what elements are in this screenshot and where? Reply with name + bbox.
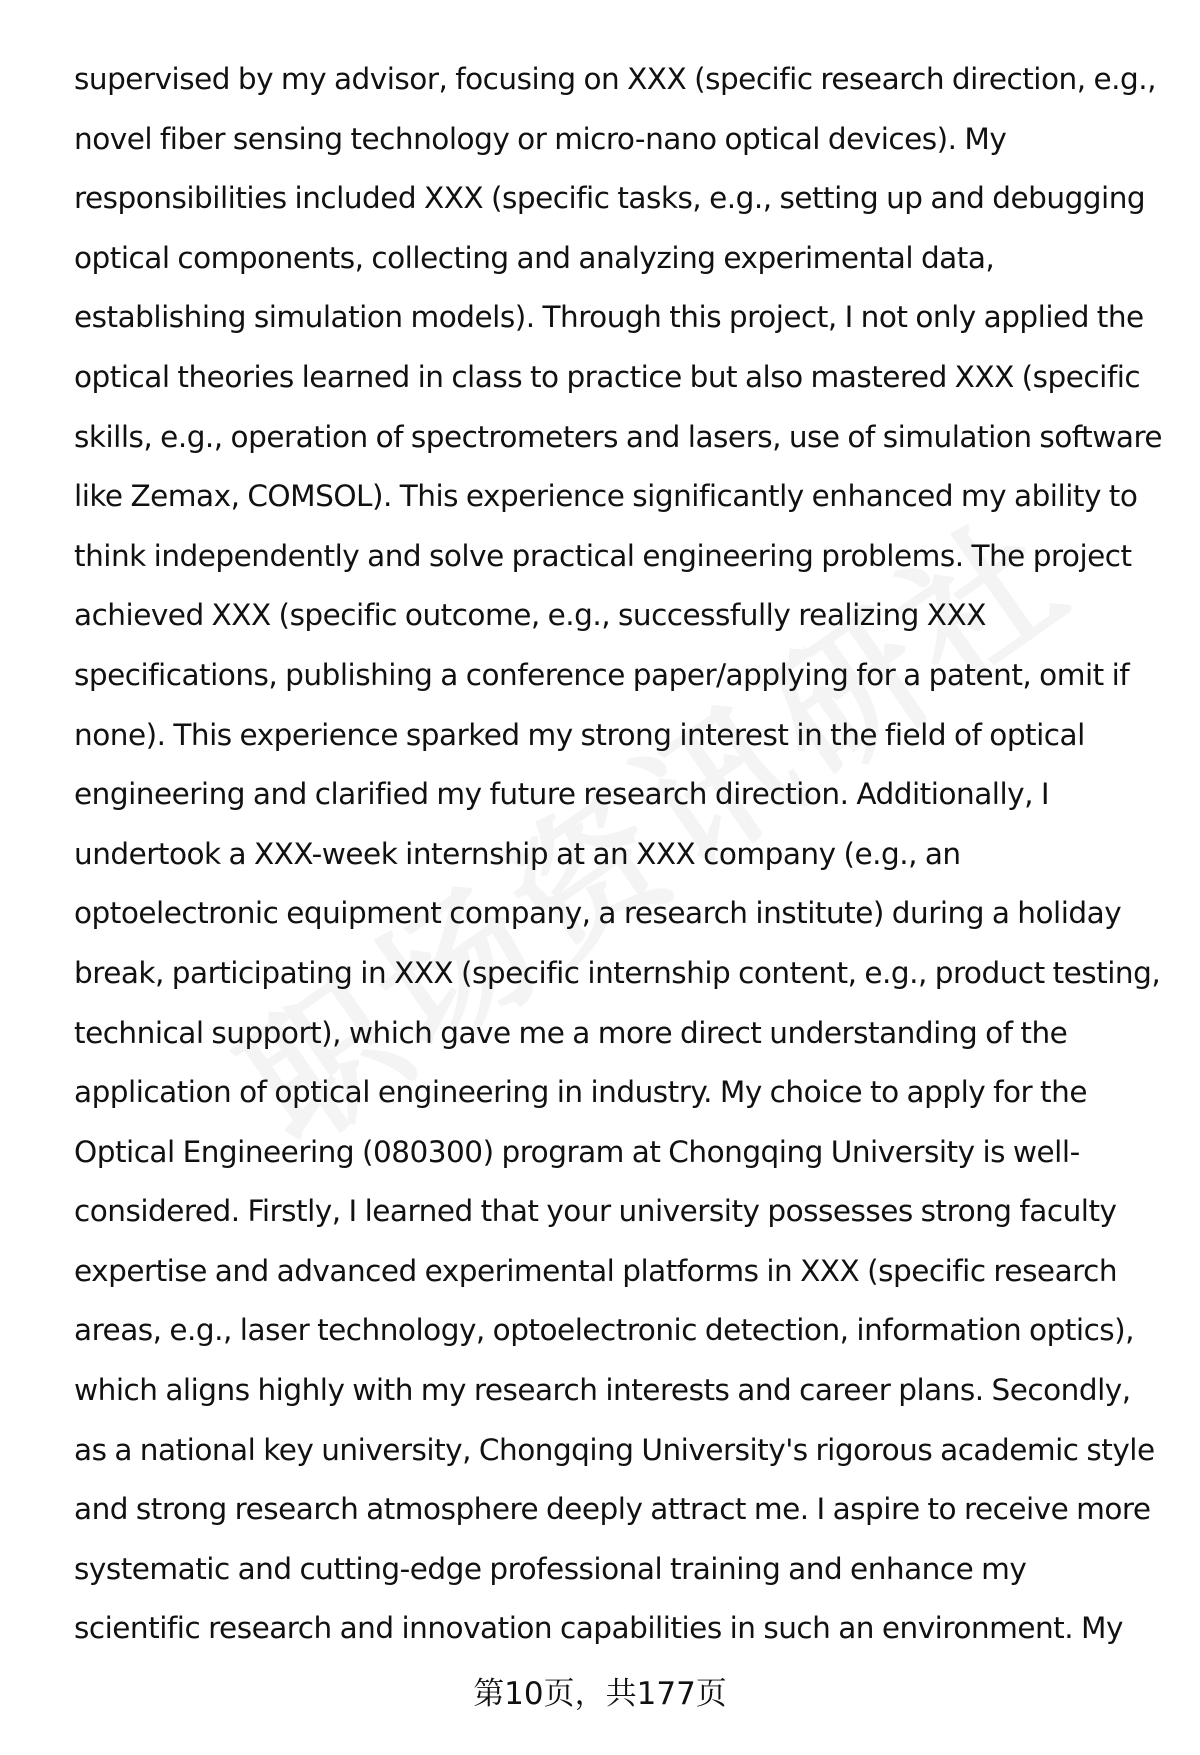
text-line: engineering and clarified my future research direction. Additionally, I bbox=[74, 777, 1050, 812]
text-line: Optical Engineering (080300) program at Chongqing University is well- bbox=[74, 1134, 1080, 1169]
text-line: technical support), which gave me a more direct understanding of the bbox=[74, 1015, 1068, 1050]
text-line: none). This experience sparked my strong interest in the field of optical bbox=[74, 717, 1085, 752]
text-line: systematic and cutting-edge professional training and enhance my bbox=[74, 1551, 1027, 1586]
text-line: application of optical engineering in industry. My choice to apply for the bbox=[74, 1075, 1087, 1110]
text-line: considered. Firstly, I learned that your university possesses strong faculty bbox=[74, 1194, 1117, 1229]
text-line: optical theories learned in class to practice but also mastered XXX (specific bbox=[74, 359, 1141, 394]
text-line: expertise and advanced experimental platforms in XXX (specific research bbox=[74, 1253, 1118, 1288]
text-line: scientific research and innovation capabilities in such an environment. My bbox=[74, 1611, 1123, 1646]
text-line: optoelectronic equipment company, a research institute) during a holiday bbox=[74, 896, 1122, 931]
text-line: responsibilities included XXX (specific tasks, e.g., setting up and debugging bbox=[74, 181, 1146, 216]
text-line: novel fiber sensing technology or micro-nano optical devices). My bbox=[74, 121, 1007, 156]
text-line: supervised by my advisor, focusing on XXX (specific research direction, e.g., bbox=[74, 62, 1156, 96]
text-line: skills, e.g., operation of spectrometers and lasers, use of simulation software bbox=[74, 419, 1163, 454]
page-number-footer: 第10页，共177页 bbox=[473, 1676, 727, 1712]
text-line: as a national key university, Chongqing University's rigorous academic style bbox=[74, 1432, 1155, 1467]
text-line: optical components, collecting and analyzing experimental data, bbox=[74, 240, 995, 275]
text-line: think independently and solve practical engineering problems. The project bbox=[74, 538, 1132, 573]
text-line: break, participating in XXX (specific internship content, e.g., product testing, bbox=[74, 955, 1161, 990]
text-line: like Zemax, COMSOL). This experience significantly enhanced my ability to bbox=[74, 479, 1138, 514]
text-line: specifications, publishing a conference paper/applying for a patent, omit if bbox=[74, 657, 1130, 692]
text-line: which aligns highly with my research interests and career plans. Secondly, bbox=[74, 1373, 1131, 1408]
body-text bbox=[74, 50, 1168, 1659]
text-line: undertook a XXX-week internship at an XXX company (e.g., an bbox=[74, 836, 961, 871]
text-line: and strong research atmosphere deeply attract me. I aspire to receive more bbox=[74, 1492, 1151, 1527]
text-line: achieved XXX (specific outcome, e.g., successfully realizing XXX bbox=[74, 598, 986, 633]
text-line: areas, e.g., laser technology, optoelectronic detection, information optics), bbox=[74, 1313, 1135, 1348]
text-line: establishing simulation models). Through this project, I not only applied the bbox=[74, 300, 1144, 335]
